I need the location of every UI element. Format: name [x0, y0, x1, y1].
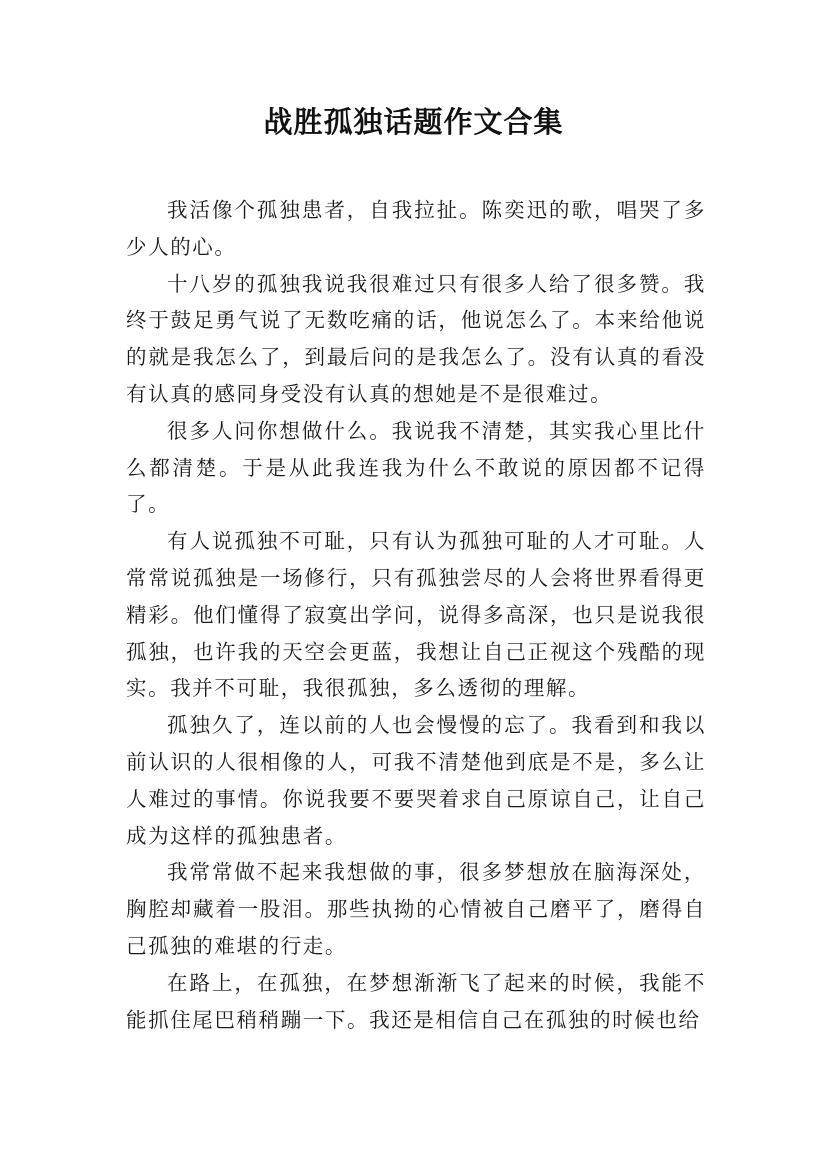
document-title: 战胜孤独话题作文合集	[263, 105, 564, 139]
paragraph: 孤独久了，连以前的人也会慢慢的忘了。我看到和我以前认识的人很相像的人，可我不清楚他到底是不是，多么让人难过的事情。你说我要不要哭着求自己原谅自己，让自己成为这样的孤独患者。	[126, 713, 706, 848]
paragraph: 在路上，在孤独，在梦想渐渐飞了起来的时候，我能不能抓住尾巴稍稍蹦一下。我还是相信自己在孤独的时候也给	[126, 970, 706, 1032]
paragraph: 我常常做不起来我想做的事，很多梦想放在脑海深处，胸腔却藏着一股泪。那些执拗的心情被自己磨平了，磨得自己孤独的难堪的行走。	[126, 860, 706, 958]
paragraph: 十八岁的孤独我说我很难过只有很多人给了很多赞。我终于鼓足勇气说了无数吃痛的话，他说怎么了。本来给他说的就是我怎么了，到最后问的是我怎么了。没有认真的看没有认真的感同身受没有认真的想她是不是很难过。	[126, 271, 706, 406]
paragraph: 有人说孤独不可耻，只有认为孤独可耻的人才可耻。人常常说孤独是一场修行，只有孤独尝尽的人会将世界看得更精彩。他们懂得了寂寞出学问，说得多高深，也只是说我很孤独，也许我的天空会更蓝，我想让自己正视这个残酷的现实。我并不可耻，我很孤独，多么透彻的理解。	[126, 529, 706, 701]
paragraph: 很多人问你想做什么。我说我不清楚，其实我心里比什么都清楚。于是从此我连我为什么不敢说的原因都不记得了。	[126, 418, 706, 517]
document-body	[126, 192, 706, 1038]
paragraph: 我活像个孤独患者，自我拉扯。陈奕迅的歌，唱哭了多少人的心。	[126, 198, 706, 259]
